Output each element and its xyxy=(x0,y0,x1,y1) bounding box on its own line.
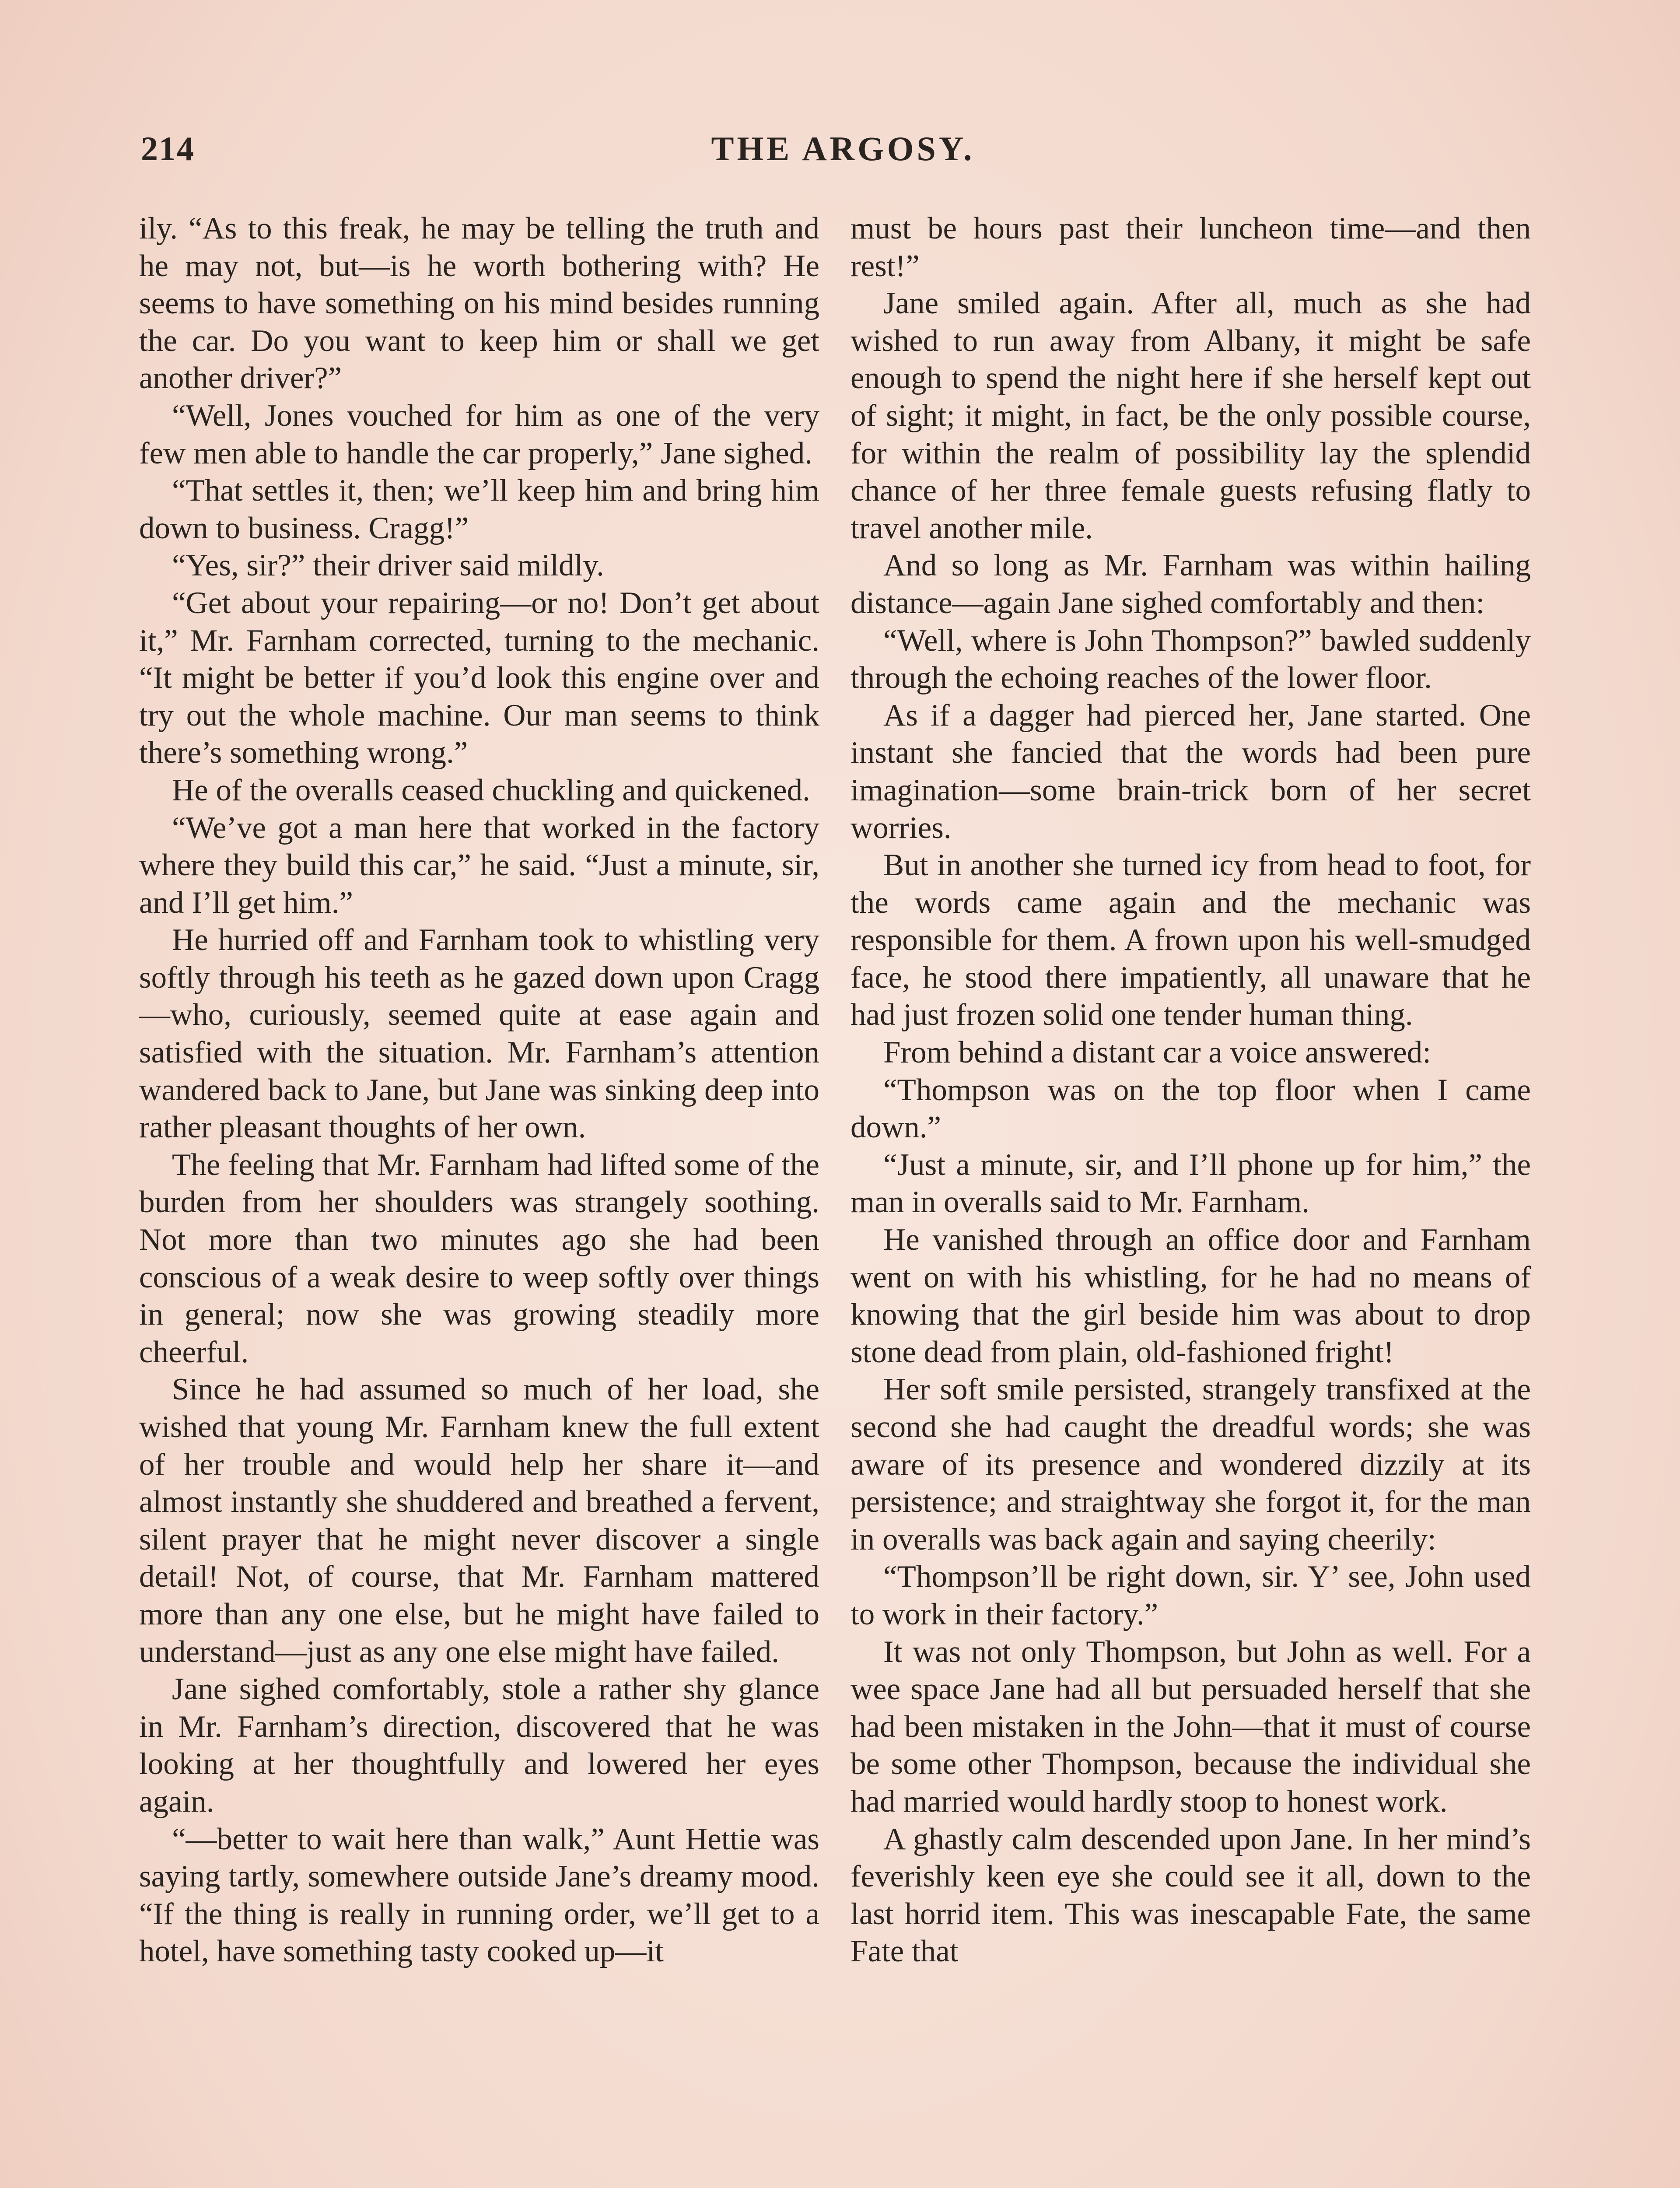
paragraph: Jane sighed comfortably, stole a rather shy glance in Mr. Farnham’s direction, discovered that he was looking at her thoughtfully and lowered her eyes again. xyxy=(139,1672,819,1819)
paragraph: “Well, Jones vouched for him as one of the very few men able to handle the car properly,” Jane sighed. xyxy=(139,398,819,470)
paragraph: “Get about your repairing—or no! Don’t get about it,” Mr. Farnham corrected, turning to the mechanic. “It might be better if you’d look this engine over and try out the whole machine. Our man seems to think there’s something wrong.” xyxy=(139,586,819,770)
paragraph: He vanished through an office door and Farnham went on with his whistling, for he had no means of knowing that the girl beside him was about to drop stone dead from plain, old-fashioned fright! xyxy=(850,1223,1531,1369)
paragraph: must be hours past their luncheon time—and then rest!” xyxy=(850,211,1531,283)
paragraph: The feeling that Mr. Farnham had lifted some of the burden from her shoulders was strangely soothing. Not more than two minutes ago she had been conscious of a weak desire to weep softly over things in general; now she was growing steadily more cheerful. xyxy=(139,1147,819,1369)
left-text-column xyxy=(139,210,819,1971)
paragraph: “—better to wait here than walk,” Aunt Hettie was saying tartly, somewhere outside Jane’s dreamy mood. “If the thing is really in running order, we’ll get to a hotel, have something tasty cooked up—it xyxy=(139,1822,819,1969)
paragraph: “We’ve got a man here that worked in the factory where they build this car,” he said. “Just a minute, sir, and I’ll get him.” xyxy=(139,810,819,920)
paragraph: “Thompson was on the top floor when I came down.” xyxy=(850,1073,1531,1145)
paragraph: “Just a minute, sir, and I’ll phone up for him,” the man in overalls said to Mr. Farnham. xyxy=(850,1147,1531,1220)
paragraph: But in another she turned icy from head to foot, for the words came again and the mechanic was responsible for them. A frown upon his well-smudged face, he stood there impatiently, all unaware that he had just frozen solid one tender human thing. xyxy=(850,848,1531,1032)
paragraph: “Well, where is John Thompson?” bawled suddenly through the echoing reaches of the lower floor. xyxy=(850,623,1531,695)
paragraph: Jane smiled again. After all, much as she had wished to run away from Albany, it might be safe enough to spend the night here if she herself kept out of sight; it might, in fact, be the only possible course, for within the realm of possibility lay the splendid chance of her three female guests refusing flatly to travel another mile. xyxy=(850,286,1531,545)
paragraph: Since he had assumed so much of her load, she wished that young Mr. Farnham knew the full extent of her trouble and would help her share it—and almost instantly she shuddered and breathed a fervent, silent prayer that he might never discover a single detail! Not, of course, that Mr. Farnham mattered more than any one else, but he might have failed to understand—just as any one else might have failed. xyxy=(139,1372,819,1669)
paragraph: He of the overalls ceased chuckling and quickened. xyxy=(172,773,810,807)
paragraph: A ghastly calm descended upon Jane. In her mind’s feverishly keen eye she could see it all, down to the last horrid item. This was inescapable Fate, the same Fate that xyxy=(850,1822,1531,1969)
page-header xyxy=(141,129,1545,182)
paragraph: Her soft smile persisted, strangely transfixed at the second she had caught the dreadful words; she was aware of its presence and wondered dizzily at its persistence; and straightway she forgot it, for the man in overalls was back again and saying cheerily: xyxy=(850,1372,1531,1557)
page-number: 214 xyxy=(141,130,195,168)
paragraph: And so long as Mr. Farnham was within hailing distance—again Jane sighed comfortably and then: xyxy=(850,548,1531,620)
paragraph: “Yes, sir?” their driver said mildly. xyxy=(172,548,604,583)
right-text-column xyxy=(850,210,1531,1971)
paragraph: From behind a distant car a voice answered: xyxy=(883,1035,1431,1070)
paragraph: “Thompson’ll be right down, sir. Y’ see, John used to work in their factory.” xyxy=(850,1560,1531,1631)
paragraph: ily. “As to this freak, he may be telling the truth and he may not, but—is he worth bothering with? He seems to have something on his mind besides running the car. Do you want to keep him or shall we get another driver?” xyxy=(139,211,819,396)
paragraph: He hurried off and Farnham took to whistling very softly through his teeth as he gazed down upon Cragg—who, curiously, seemed quite at ease again and satisfied with the situation. Mr. Farnham’s attention wandered back to Jane, but Jane was sinking deep into rather pleasant thoughts of her own. xyxy=(139,923,819,1145)
paragraph: As if a dagger had pierced her, Jane started. One instant she fancied that the words had been pure imagination—some brain-trick born of her secret worries. xyxy=(850,698,1531,845)
running-title: THE ARGOSY. xyxy=(711,130,975,168)
paragraph: It was not only Thompson, but John as well. For a wee space Jane had all but persuaded herself that she had been mistaken in the John—that it must of course be some other Thompson, because the individual she had married would hardly stoop to honest work. xyxy=(850,1634,1531,1819)
paragraph: “That settles it, then; we’ll keep him and bring him down to business. Cragg!” xyxy=(139,473,819,545)
